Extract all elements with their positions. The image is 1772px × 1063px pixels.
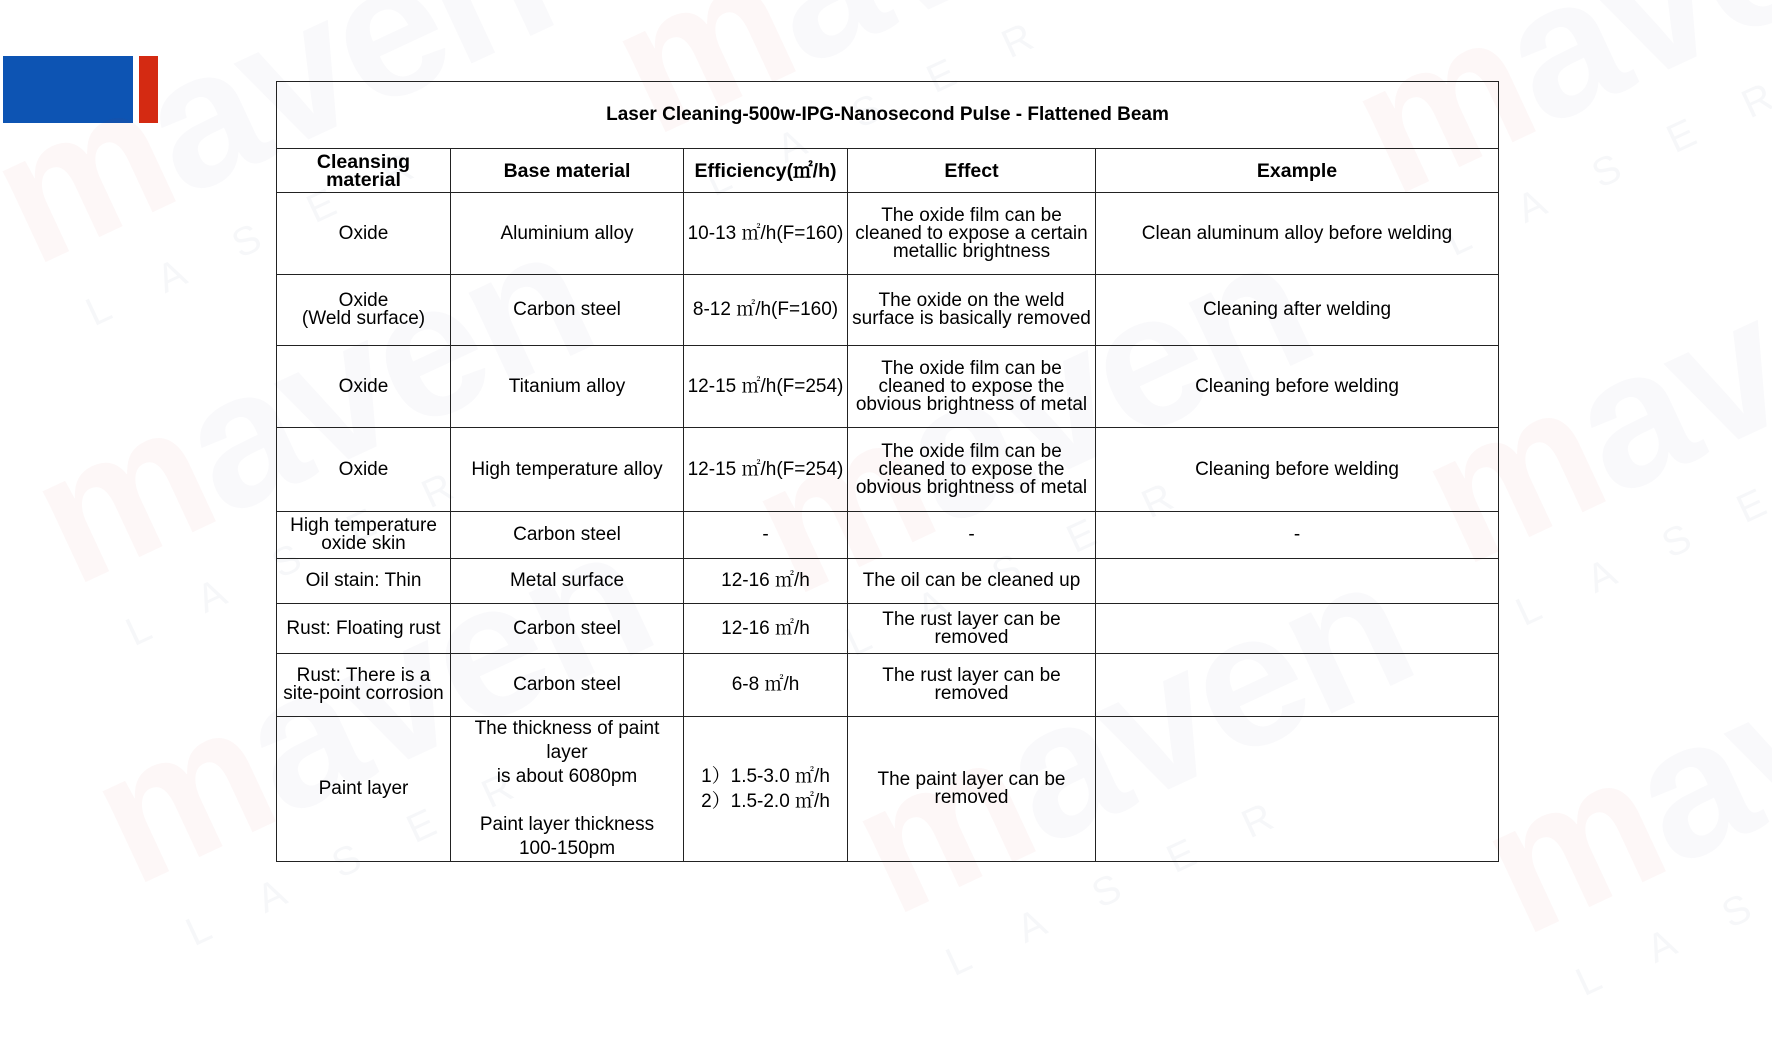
- header-efficiency: Efficiency(㎡/h): [684, 149, 848, 193]
- cell-example: -: [1096, 512, 1499, 559]
- cell-effect: The oxide film can be cleaned to expose a certain metallic brightness: [848, 193, 1096, 275]
- table-row: [277, 654, 1499, 717]
- cell-efficiency: 6-8 ㎡/h: [684, 654, 848, 717]
- cell-example: Cleaning after welding: [1096, 275, 1499, 346]
- cell-efficiency: 12-16 ㎡/h: [684, 559, 848, 604]
- cell-cleansing: Oil stain: Thin: [277, 559, 451, 604]
- cell-efficiency: -: [684, 512, 848, 559]
- cell-base: The thickness of paint layer is about 6080pm Paint layer thickness 100-150pm: [451, 717, 684, 862]
- table-row: [277, 193, 1499, 275]
- cell-example: [1096, 559, 1499, 604]
- cell-effect: The rust layer can be removed: [848, 654, 1096, 717]
- cell-example: Clean aluminum alloy before welding: [1096, 193, 1499, 275]
- cell-effect: The oil can be cleaned up: [848, 559, 1096, 604]
- cell-cleansing: Oxide: [277, 428, 451, 512]
- cell-cleansing: Oxide (Weld surface): [277, 275, 451, 346]
- cell-cleansing: Rust: There is a site-point corrosion: [277, 654, 451, 717]
- cell-efficiency: [684, 717, 848, 862]
- cell-base: High temperature alloy: [451, 428, 684, 512]
- cell-example: Cleaning before welding: [1096, 346, 1499, 428]
- brand-red-bar: [139, 56, 158, 123]
- brand-blue-bar: [3, 56, 133, 123]
- spec-table-container: [276, 81, 1498, 862]
- table-title: Laser Cleaning-500w-IPG-Nanosecond Pulse - Flattened Beam: [277, 82, 1499, 149]
- cell-example: Cleaning before welding: [1096, 428, 1499, 512]
- cell-base: Carbon steel: [451, 654, 684, 717]
- laser-cleaning-table: [276, 81, 1499, 862]
- cell-cleansing: Oxide: [277, 193, 451, 275]
- cell-efficiency: 8-12 ㎡/h(F=160): [684, 275, 848, 346]
- efficiency-list: 1）1.5-3.0 ㎡/h 2）1.5-2.0 ㎡/h: [701, 766, 830, 812]
- header-effect: Effect: [848, 149, 1096, 193]
- cell-efficiency: 12-16 ㎡/h: [684, 604, 848, 654]
- cell-efficiency: 12-15 ㎡/h(F=254): [684, 428, 848, 512]
- header-base-material: Base material: [451, 149, 684, 193]
- cell-effect: The oxide film can be cleaned to expose the obvious brightness of metal: [848, 428, 1096, 512]
- table-row: [277, 559, 1499, 604]
- cell-base: Carbon steel: [451, 604, 684, 654]
- header-example: Example: [1096, 149, 1499, 193]
- cell-cleansing: Oxide: [277, 346, 451, 428]
- cell-example: [1096, 604, 1499, 654]
- cell-example: [1096, 654, 1499, 717]
- table-row: [277, 512, 1499, 559]
- cell-base: Carbon steel: [451, 275, 684, 346]
- cell-base: Aluminium alloy: [451, 193, 684, 275]
- cell-example: [1096, 717, 1499, 862]
- cell-effect: The paint layer can be removed: [848, 717, 1096, 862]
- cell-effect: The oxide on the weld surface is basically removed: [848, 275, 1096, 346]
- cell-efficiency: 10-13 ㎡/h(F=160): [684, 193, 848, 275]
- cell-base: Carbon steel: [451, 512, 684, 559]
- cell-efficiency: 12-15 ㎡/h(F=254): [684, 346, 848, 428]
- cell-base: Metal surface: [451, 559, 684, 604]
- header-cleansing-material: Cleansing material: [277, 149, 451, 193]
- cell-cleansing: Paint layer: [277, 717, 451, 862]
- cell-effect: The rust layer can be removed: [848, 604, 1096, 654]
- cell-effect: The oxide film can be cleaned to expose the obvious brightness of metal: [848, 346, 1096, 428]
- cell-base: Titanium alloy: [451, 346, 684, 428]
- table-row: [277, 604, 1499, 654]
- cell-cleansing: High temperature oxide skin: [277, 512, 451, 559]
- cell-cleansing: Rust: Floating rust: [277, 604, 451, 654]
- table-row: [277, 717, 1499, 862]
- table-row: [277, 275, 1499, 346]
- cell-effect: -: [848, 512, 1096, 559]
- table-row: [277, 346, 1499, 428]
- table-row: [277, 428, 1499, 512]
